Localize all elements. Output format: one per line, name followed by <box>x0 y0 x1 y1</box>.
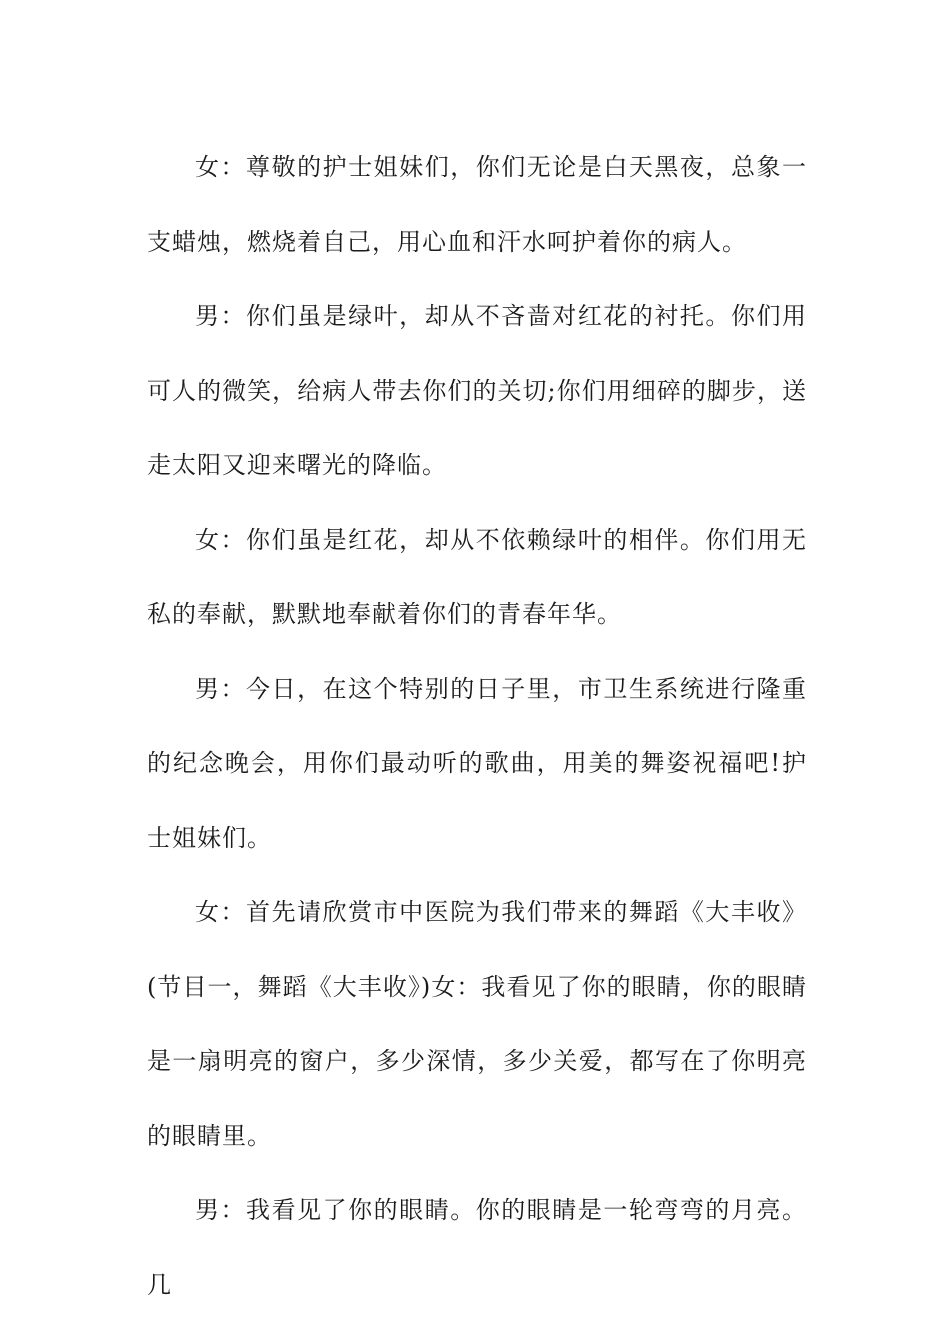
paragraph-4: 男：今日，在这个特别的日子里，市卫生系统进行隆重的纪念晚会，用你们最动听的歌曲，用美的舞姿祝福吧!护士姐妹们。 <box>147 674 807 852</box>
paragraph-1: 女：尊敬的护士姐妹们，你们无论是白天黑夜，总象一支蜡烛，燃烧着自己，用心血和汗水呵护着你的病人。 <box>147 153 807 256</box>
paragraph-3: 女：你们虽是红花，却从不依赖绿叶的相伴。你们用无私的奉献，默默地奉献着你们的青春年华。 <box>147 525 807 628</box>
paragraph-2: 男：你们虽是绿叶，却从不吝啬对红花的衬托。你们用可人的微笑，给病人带去你们的关切;你们用细碎的脚步，送走太阳又迎来曙光的降临。 <box>147 302 807 479</box>
document-body <box>147 130 807 1322</box>
paragraph-5: 女：首先请欣赏市中医院为我们带来的舞蹈《大丰收》(节目一，舞蹈《大丰收》)女：我看见了你的眼睛，你的眼睛是一扇明亮的窗户，多少深情，多少关爱，都写在了你明亮的眼睛里。 <box>147 898 807 1150</box>
paragraph-6: 男：我看见了你的眼睛。你的眼睛是一轮弯弯的月亮。几 <box>147 1196 807 1299</box>
